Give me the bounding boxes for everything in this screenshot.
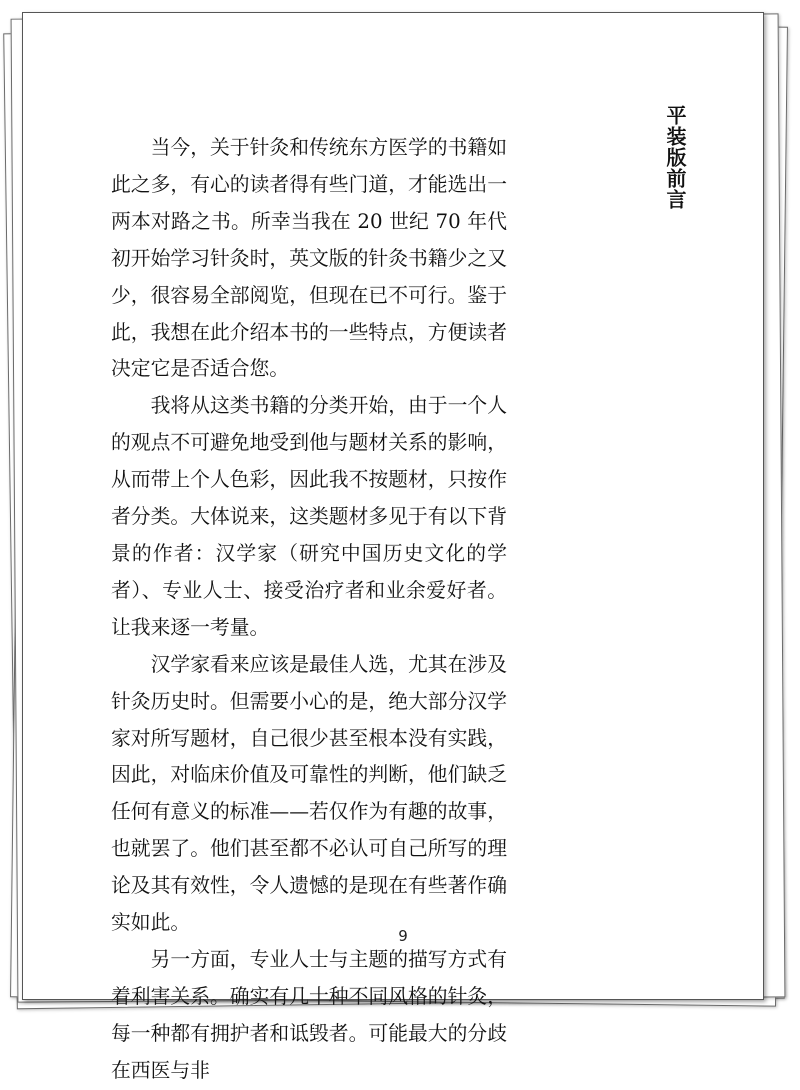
paragraph: 另一方面，专业人士与主题的描写方式有着利害关系。确实有几十种不同风格的针灸，每一种都有拥护者和诋毁者。可能最大的分歧在西医与非 — [111, 947, 507, 1082]
paragraph: 我将从这类书籍的分类开始，由于一个人的观点不可避免地受到他与题材关系的影响，从而带上个人色彩，因此我不按题材，只按作者分类。大体说来，这类题材多见于有以下背景的作者：汉学家（研究中国历史文化的学者）、专业人士、接受治疗者和业余爱好者。让我来逐一考量。 — [111, 394, 507, 639]
paragraph: 汉学家看来应该是最佳人选，尤其在涉及针灸历史时。但需要小心的是，绝大部分汉学家对所写题材，自己很少甚至根本没有实践，因此，对临床价值及可靠性的判断，他们缺乏任何有意义的标准——若仅作为有趣的故事，也就罢了。他们甚至都不必认可自己所写的理论及其有效性，令人遗憾的是现在有些著作确实如此。 — [111, 652, 507, 935]
paragraph: 当今，关于针灸和传统东方医学的书籍如此之多，有心的读者得有些门道，才能选出一两本对路之书。所幸当我在 20 世纪 70 年代初开始学习针灸时，英文版的针灸书籍少之又少，很容易全部阅览，但现在已不可行。鉴于此，我想在此介绍本书的一些特点，方便读者决定它是否适合您。 — [111, 136, 507, 381]
book-page — [22, 12, 764, 1082]
body-text — [111, 130, 507, 1090]
section-title: 平装版前言 — [663, 105, 687, 210]
page-number: 9 — [398, 927, 408, 945]
